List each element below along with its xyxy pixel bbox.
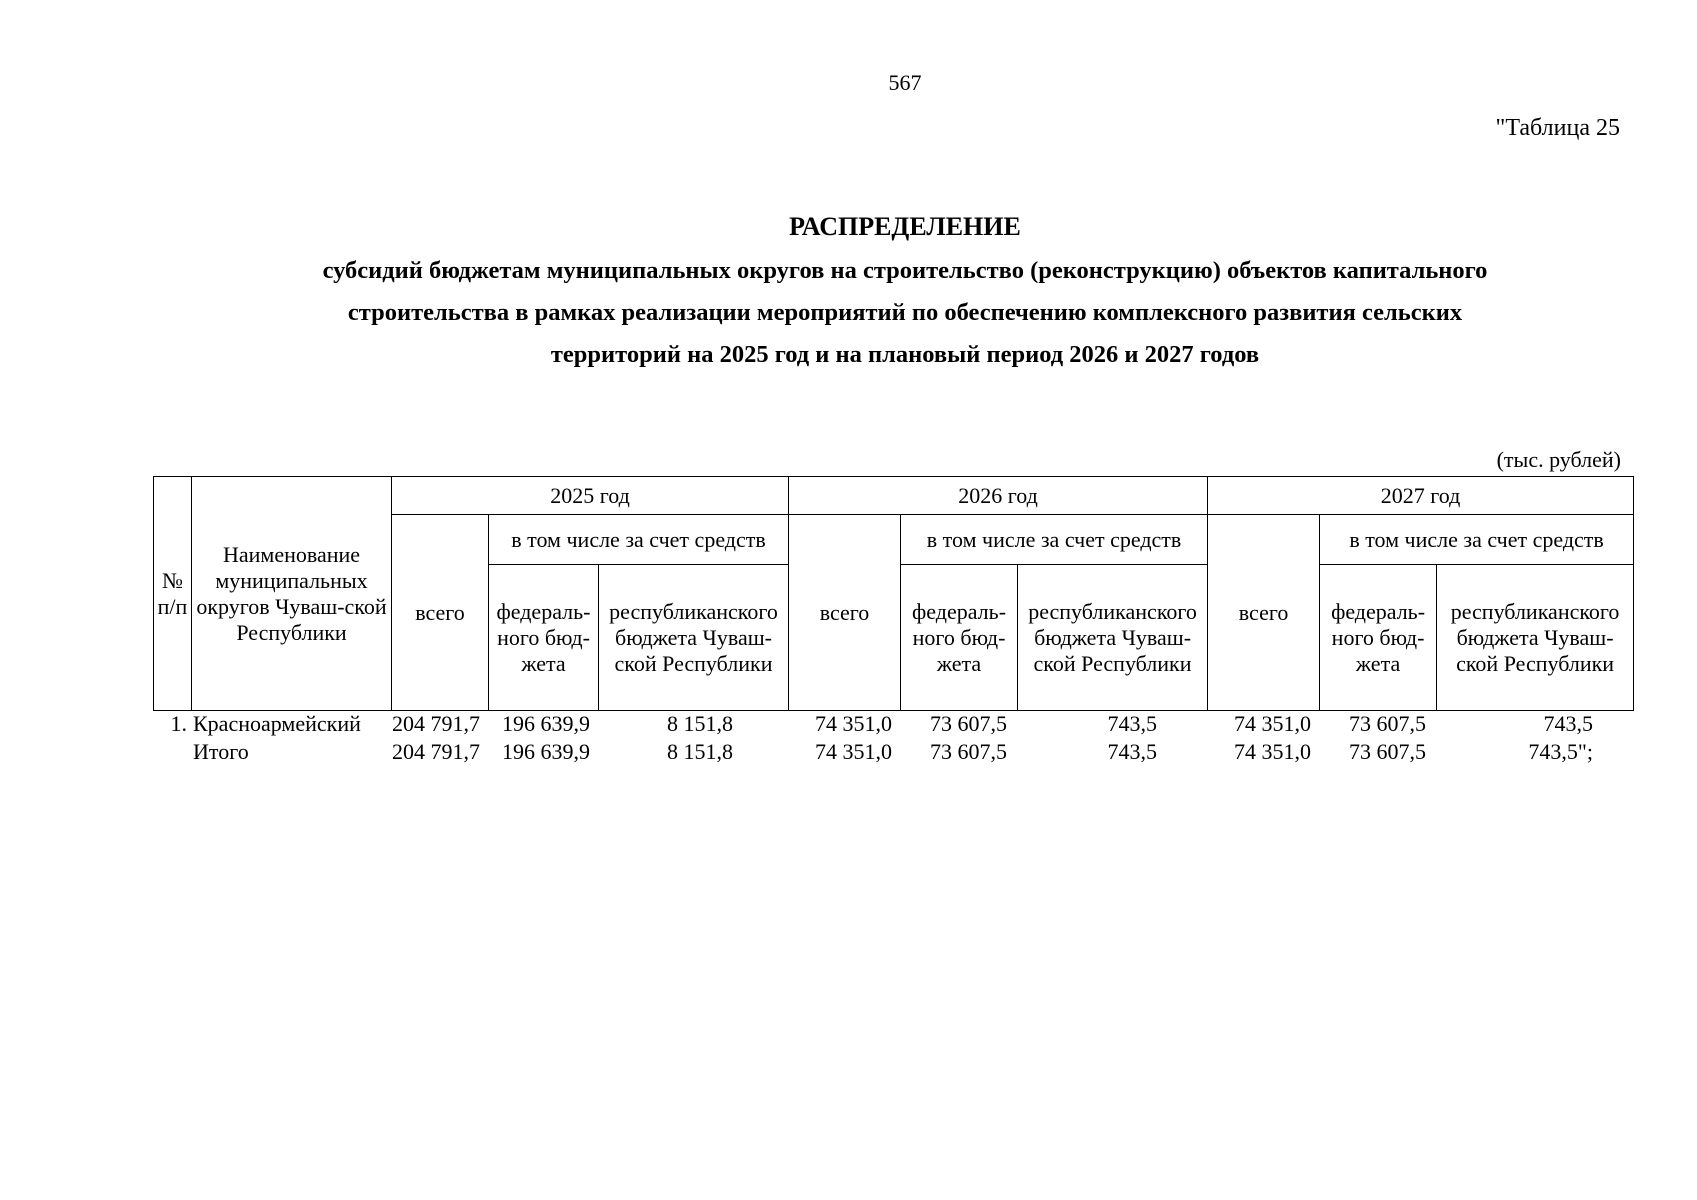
cell-2025-republic: 8 151,8 — [667, 711, 733, 736]
cell-2026-republic: 743,5 — [1107, 739, 1157, 764]
header-republic-2026: республиканского бюджета Чуваш-ской Республики — [1018, 565, 1208, 711]
header-federal-2026: федераль-ного бюд-жета — [901, 565, 1018, 711]
table-body — [153, 710, 1633, 766]
units-label: (тыс. рублей) — [1496, 447, 1621, 472]
header-including-2025: в том числе за счет средств — [489, 515, 789, 565]
table-row — [153, 738, 1633, 766]
cell-2027-total: 74 351,0 — [1234, 739, 1311, 764]
page-number: 567 — [888, 70, 922, 95]
table-caption: "Таблица 25 — [1495, 115, 1620, 141]
table-header — [153, 476, 1634, 711]
cell-2026-federal: 73 607,5 — [930, 739, 1007, 764]
header-total-2027: всего — [1208, 515, 1320, 711]
row-index: 1. — [170, 711, 187, 736]
cell-2025-total: 204 791,7 — [392, 711, 480, 736]
row-name: Красноармейский — [193, 711, 361, 736]
heading-line-2: строительства в рамках реализации мероприятий по обеспечению комплексного развития сельских — [347, 299, 1463, 326]
cell-2025-federal: 196 639,9 — [502, 711, 590, 736]
cell-2026-total: 74 351,0 — [815, 739, 892, 764]
cell-2027-republic: 743,5"; — [1528, 739, 1593, 764]
header-federal-2027: федераль-ного бюд-жета — [1320, 565, 1437, 711]
table-row — [153, 710, 1633, 738]
cell-2027-total: 74 351,0 — [1234, 711, 1311, 736]
header-year-2026: 2026 год — [789, 477, 1208, 515]
cell-2025-total: 204 791,7 — [392, 739, 480, 764]
header-name: Наименование муниципальных округов Чуваш-ской Республики — [192, 477, 392, 711]
heading-line-1: субсидий бюджетам муниципальных округов на строительство (реконструкцию) объектов капитального — [322, 257, 1488, 284]
heading-title: РАСПРЕДЕЛЕНИЕ — [789, 212, 1021, 241]
row-index — [153, 738, 191, 766]
header-year-2025: 2025 год — [392, 477, 789, 515]
header-total-2025: всего — [392, 515, 489, 711]
cell-2026-total: 74 351,0 — [815, 711, 892, 736]
cell-2026-republic: 743,5 — [1107, 711, 1157, 736]
header-federal-2025: федераль-ного бюд-жета — [489, 565, 599, 711]
header-year-2027: 2027 год — [1208, 477, 1634, 515]
header-republic-2027: республиканского бюджета Чуваш-ской Республики — [1437, 565, 1634, 711]
cell-2026-federal: 73 607,5 — [930, 711, 1007, 736]
cell-2027-federal: 73 607,5 — [1349, 711, 1426, 736]
cell-2027-federal: 73 607,5 — [1349, 739, 1426, 764]
header-num: № п/п — [154, 477, 192, 711]
header-republic-2025: республиканского бюджета Чуваш-ской Республики — [599, 565, 789, 711]
header-total-2026: всего — [789, 515, 901, 711]
cell-2025-republic: 8 151,8 — [667, 739, 733, 764]
heading-line-3: территорий на 2025 год и на плановый период 2026 и 2027 годов — [550, 341, 1260, 368]
document-heading — [210, 210, 1600, 376]
cell-2027-republic: 743,5 — [1543, 711, 1593, 736]
row-name: Итого — [193, 739, 249, 764]
header-including-2027: в том числе за счет средств — [1320, 515, 1634, 565]
header-including-2026: в том числе за счет средств — [901, 515, 1208, 565]
cell-2025-federal: 196 639,9 — [502, 739, 590, 764]
